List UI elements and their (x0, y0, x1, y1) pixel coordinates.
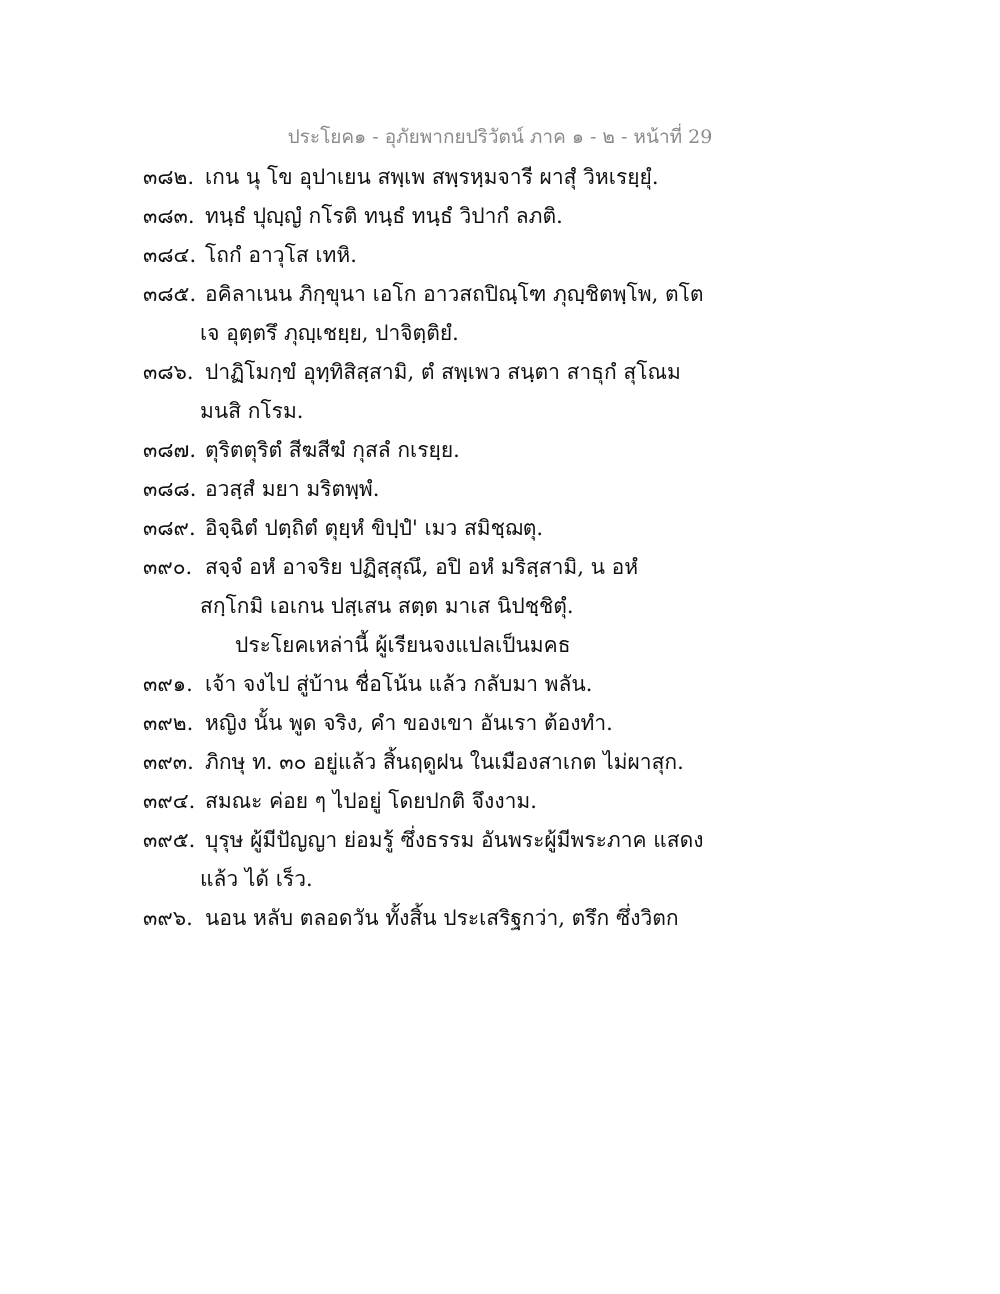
exercise-item (143, 704, 703, 743)
section-heading: ประโยคเหล่านี้ ผู้เรียนจงแปลเป็นมคธ (235, 633, 571, 657)
exercise-item (143, 665, 703, 704)
exercise-item (143, 236, 703, 275)
exercise-item (143, 197, 703, 236)
exercise-number: ๓๘๔. (143, 243, 197, 267)
exercise-number: ๓๙๕. (143, 828, 196, 852)
exercise-item (143, 275, 703, 353)
exercise-number: ๓๘๗. (143, 438, 197, 462)
exercise-text: ทนฺธํ ปุญฺญํ กโรติ ทนฺธํ ทนฺธํ วิปากํ ลภติ. (205, 204, 563, 228)
exercise-text: นอน หลับ ตลอดวัน ทั้งสิ้น ประเสริฐกว่า, ตรึก ซึ่งวิตก (205, 906, 679, 930)
exercise-item (143, 782, 703, 821)
thai-exercise-list (143, 665, 703, 938)
exercise-text-continued: มนสิ กโรม. (200, 399, 304, 423)
exercise-text: ตุริตตุริตํ สีฆสีฆํ กุสลํ กเรยฺย. (205, 438, 460, 462)
exercise-number: ๓๙๓. (143, 750, 194, 774)
exercise-number: ๓๙๐. (143, 555, 193, 579)
exercise-text: ภิกษุ ท. ๓๐ อยู่แล้ว สิ้นฤดูฝน ในเมืองสาเกต ไม่ผาสุก. (205, 750, 684, 774)
exercise-item (143, 821, 703, 899)
exercise-text-continued: สกฺโกมิ เอเกน ปสฺเสน สตฺต มาเส นิปชฺชิตุํ. (200, 594, 574, 618)
exercise-text: หญิง นั้น พูด จริง, คำ ของเขา อันเรา ต้องทำ. (205, 711, 613, 735)
exercise-text: เจ้า จงไป สู่บ้าน ชื่อโน้น แล้ว กลับมา พลัน. (205, 672, 593, 696)
pali-exercise-list (143, 158, 703, 626)
exercise-text-continued: เจ อุตฺตรึ ภุญฺเชยฺย, ปาจิตฺติยํ. (200, 321, 459, 345)
exercise-item (143, 158, 703, 197)
exercise-text: อิจฺฉิตํ ปตฺถิตํ ตุยฺหํ ขิปฺปํ' เมว สมิชฺฌตุ. (205, 516, 544, 540)
exercise-item (143, 548, 703, 626)
exercise-number: ๓๙๑. (143, 672, 193, 696)
running-header (0, 122, 1000, 152)
exercise-text: สจฺจํ อหํ อาจริย ปฏิสฺสุณึ, อปิ อหํ มริสฺสามิ, น อหํ (205, 555, 639, 579)
exercise-number: ๓๘๓. (143, 204, 195, 228)
exercise-number: ๓๘๙. (143, 516, 196, 540)
exercise-number: ๓๙๒. (143, 711, 194, 735)
exercise-text: สมณะ ค่อย ๆ ไปอยู่ โดยปกติ จึงงาม. (205, 789, 537, 813)
exercise-number: ๓๙๔. (143, 789, 196, 813)
exercise-number: ๓๘๕. (143, 282, 197, 306)
exercise-number: ๓๘๒. (143, 165, 195, 189)
exercise-item (143, 743, 703, 782)
exercise-text: อคิลาเนน ภิกฺขุนา เอโก อาวสถปิณฺโฑ ภุญฺชิตพฺโพ, ตโต (205, 282, 704, 306)
exercise-text: โถกํ อาวุโส เทหิ. (205, 243, 357, 267)
exercise-number: ๓๘๖. (143, 360, 194, 384)
running-header-title: ประโยค๑ - อุภัยพากยปริวัตน์ ภาค ๑ - ๒ - หน้าที่ 29 (287, 126, 713, 148)
exercise-item (143, 470, 703, 509)
exercise-item (143, 899, 703, 938)
exercise-text-continued: แล้ว ได้ เร็ว. (200, 867, 313, 891)
exercise-text: อวสฺสํ มยา มริตพฺพํ. (205, 477, 380, 501)
exercise-item (143, 353, 703, 431)
exercise-number: ๓๘๘. (143, 477, 197, 501)
exercise-text: ปาฏิโมกฺขํ อุทฺทิสิสฺสามิ, ตํ สพฺเพว สนฺตา สาธุกํ สุโณม (205, 360, 681, 384)
exercise-content (143, 158, 703, 938)
exercise-item (143, 509, 703, 548)
exercise-item (143, 431, 703, 470)
exercise-number: ๓๙๖. (143, 906, 193, 930)
exercise-text: บุรุษ ผู้มีปัญญา ย่อมรู้ ซึ่งธรรม อันพระผู้มีพระภาค แสดง (205, 828, 704, 852)
exercise-text: เกน นุ โข อุปาเยน สพฺเพ สพฺรหฺมจารี ผาสุํ วิหเรยฺยุํ. (205, 165, 659, 189)
